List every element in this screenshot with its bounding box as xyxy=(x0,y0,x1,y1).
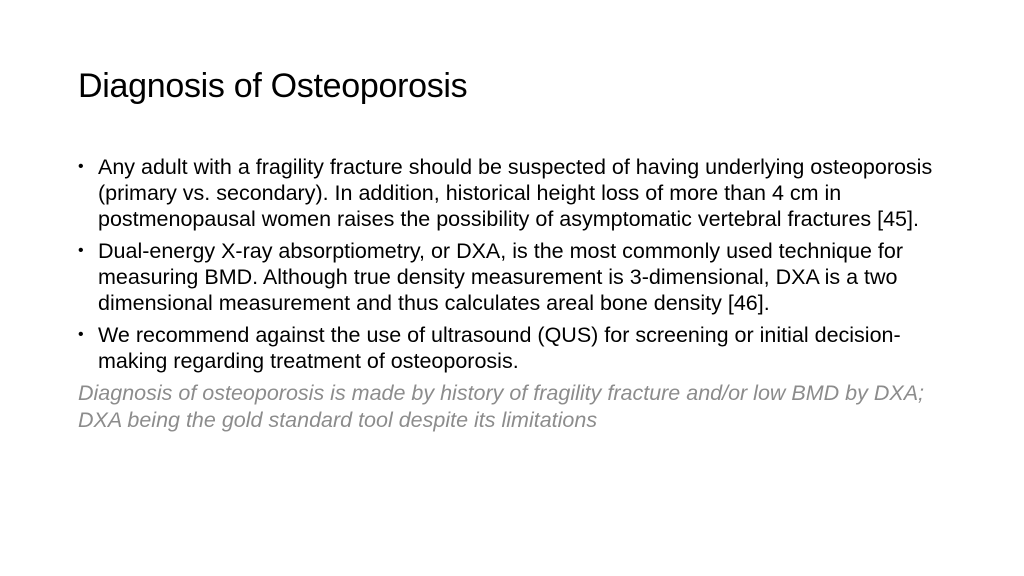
bullet-text: Dual-energy X-ray absorptiometry, or DXA, is the most commonly used technique for measuring BMD. Although true density measurement is 3-dimensional, DXA is a two dimensional measurement and thus calculates areal bone density [46]. xyxy=(98,239,903,315)
bullet-text: Any adult with a fragility fracture should be suspected of having underlying osteoporosis (primary vs. secondary). In addition, historical height loss of more than 4 cm in postmenopausal women raises the possibility of asymptomatic vertebral fractures [45]. xyxy=(98,155,933,231)
bullet-list xyxy=(78,154,968,374)
bullet-item xyxy=(78,154,968,232)
bullet-item xyxy=(78,322,968,374)
bullet-text: We recommend against the use of ultrasound (QUS) for screening or initial decision-making regarding treatment of osteoporosis. xyxy=(98,323,901,373)
bullet-icon: • xyxy=(78,326,84,343)
bullet-icon: • xyxy=(78,242,84,259)
slide-body xyxy=(78,154,968,456)
bullet-icon: • xyxy=(78,158,84,175)
conclusion-text: Diagnosis of osteoporosis is made by history of fragility fracture and/or low BMD by DXA; DXA being the gold standard tool despite its limitations xyxy=(78,381,925,432)
slide-title: Diagnosis of Osteoporosis xyxy=(78,67,468,105)
bullet-item xyxy=(78,238,968,316)
